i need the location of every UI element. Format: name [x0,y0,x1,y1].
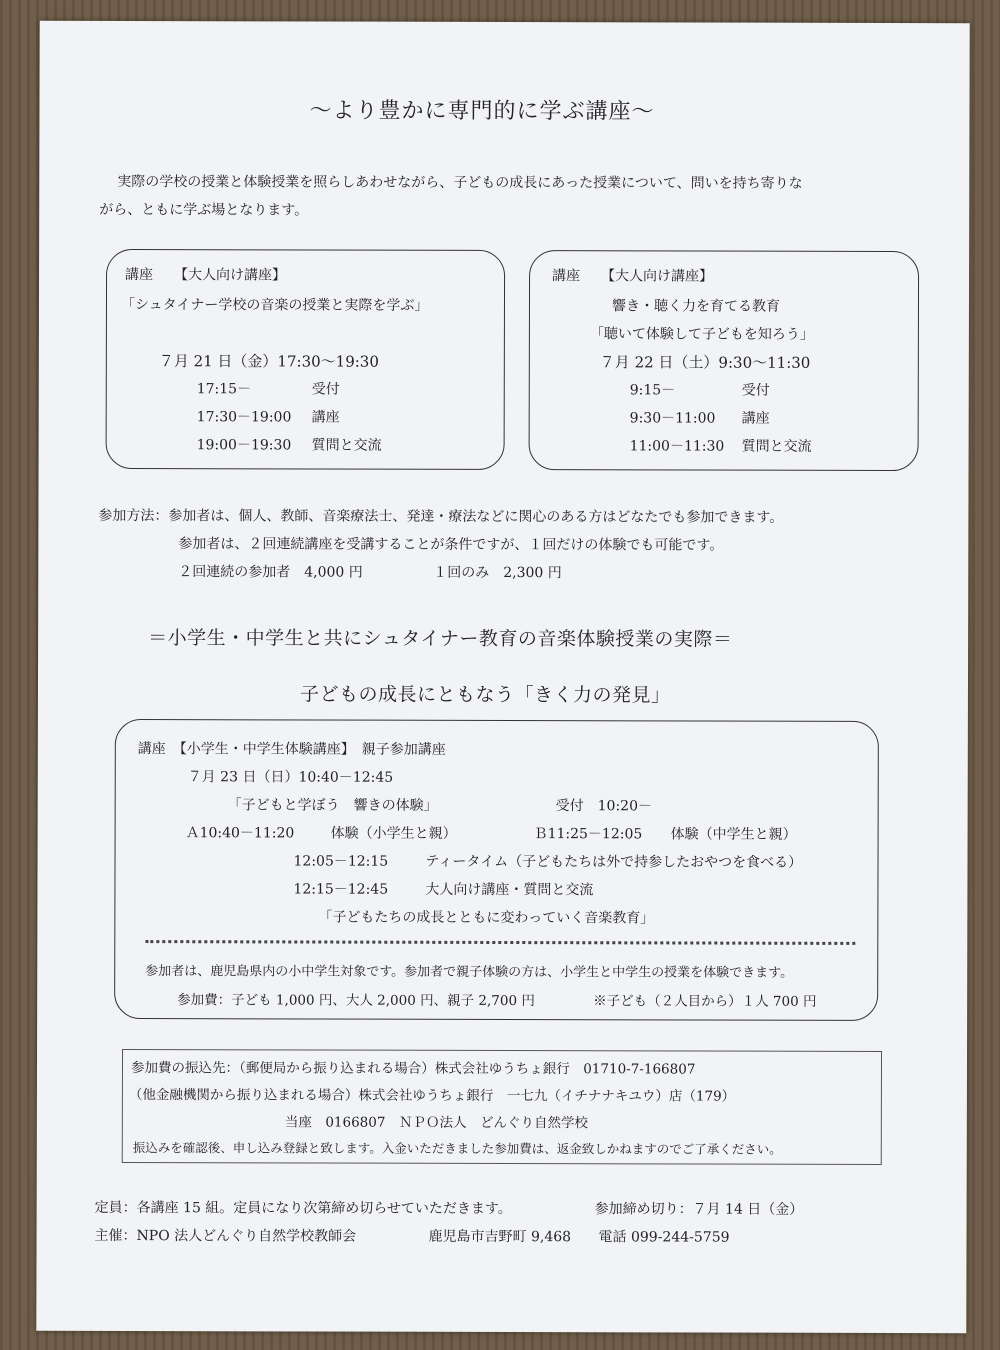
course3-b-label: 体験（中学生と親） [670,826,797,843]
flyer-paper [36,21,969,1333]
section2-heading: ＝小学生・中学生と共にシュタイナー教育の音楽体験授業の実際＝ [148,627,733,651]
course1-subtitle: 「シュタイナー学校の音楽の授業と実際を学ぶ」 [120,296,429,314]
course3-b-time: Ｂ11:25－12:05 [533,826,643,843]
footer-address: 鹿児島市吉野町 9,468 [428,1228,572,1246]
course2-schedule-label-2: 講座 [741,410,770,427]
course2-header: 講座 【大人向け講座】 [552,268,714,285]
course1-box [106,249,506,470]
participation-fee-one: １回のみ 2,300 円 [433,564,562,582]
participation-line-1: 参加方法：参加者は、個人、教師、音楽療法士、発達・療法などに関心のある方はどなたでも参加できます。 [98,507,784,526]
participation-fee-two: ２回連続の参加者 4,000 円 [178,564,363,581]
course3-adult-label: 大人向け講座・質問と交流 [425,881,594,899]
course3-adult-subtitle: 「子どもたちの成長とともに変わっていく音楽教育」 [318,909,655,927]
footer-organizer: 主催：NPO 法人どんぐり自然学校教師会 [94,1227,357,1245]
course3-tea-time: 12:05－12:15 [293,853,389,870]
course3-fee-note: ※子ども（２人目から）１人 700 円 [593,993,817,1010]
payment-line-2: （他金融機関から振り込まれる場合）株式会社ゆうちょ銀行 一七九（イチナナキユウ）店（179） [128,1087,736,1105]
course2-date: ７月 22 日（土）9:30～11:30 [599,353,811,372]
course3-tea-label: ティータイム（子どもたちは外で持参したおやつを食べる） [425,853,803,871]
course3-a-label: 体験（小学生と親） [330,825,457,842]
footer-deadline: 参加締め切り：７月 14 日（金） [594,1201,804,1218]
course2-schedule-time-1: 9:15－ [629,382,676,399]
course3-reception: 受付 10:20－ [555,798,653,815]
course1-header: 講座 【大人向け講座】 [125,267,287,284]
course3-date: ７月 23 日（日）10:40－12:45 [187,769,394,786]
payment-line-4: 振込みを確認後、申し込み登録と致します。入金いただきました参加費は、返金致しかねますのでご了承ください。 [132,1140,782,1157]
course2-schedule-time-3: 11:00－11:30 [629,438,725,455]
course3-a-time: Ａ10:40－11:20 [185,825,295,842]
page-title: ～より豊かに専門的に学ぶ講座～ [309,98,655,125]
footer-capacity: 定員：各講座 15 組。定員になり次第締め切らせていただきます。 [94,1199,512,1218]
course3-box [114,719,879,1021]
intro-line-2: がら、ともに学ぶ場となります。 [99,201,309,219]
course2-schedule-time-2: 9:30－11:00 [629,410,716,427]
course2-box [529,250,920,471]
course2-schedule-label-3: 質問と交流 [741,438,812,455]
section2-subheading: 子どもの成長にともなう「きく力の発見」 [299,683,671,707]
intro-line-1: 実際の学校の授業と体験授業を照らしあわせながら、子どもの成長にあった授業について、問いを持ち寄りな [117,173,803,192]
payment-box [122,1049,882,1165]
footer-phone: 電話 099-244-5759 [598,1229,730,1246]
course1-date: ７月 21 日（金）17:30～19:30 [158,352,379,371]
course3-subtitle: 「子どもと学ぼう 響きの体験」 [227,797,438,814]
course3-note: 参加者は、鹿児島県内の小中学生対象です。参加者で親子体験の方は、小学生と中学生の授業を体験できます。 [145,964,794,981]
course1-schedule-label-1: 受付 [311,381,340,398]
course1-schedule-time-1: 17:15－ [196,381,252,398]
course3-fee: 参加費：子ども 1,000 円、大人 2,000 円、親子 2,700 円 [177,992,535,1010]
participation-line-2: 参加者は、２回連続講座を受講することが条件ですが、１回だけの体験でも可能です。 [178,536,724,554]
course1-schedule-time-2: 17:30－19:00 [196,409,292,426]
course2-subtitle-1: 響き・聴く力を育てる教育 [611,298,780,315]
course2-schedule-label-1: 受付 [741,382,770,399]
course2-subtitle-2: 「聴いて体験して子どもを知ろう」 [589,326,814,343]
course1-schedule-label-2: 講座 [311,409,340,426]
payment-line-3: 当座 0166807 ＮＰＯ法人 どんぐり自然学校 [284,1114,588,1132]
dotted-divider [145,940,855,945]
course3-adult-time: 12:15－12:45 [293,881,389,898]
course3-header: 講座 【小学生・中学生体験講座】 親子参加講座 [137,741,446,758]
course1-schedule-label-3: 質問と交流 [311,437,382,454]
course1-schedule-time-3: 19:00－19:30 [196,437,292,454]
payment-line-1: 参加費の振込先：（郵便局から振り込まれる場合）株式会社ゆうちょ銀行 01710-7-166807 [130,1060,696,1078]
